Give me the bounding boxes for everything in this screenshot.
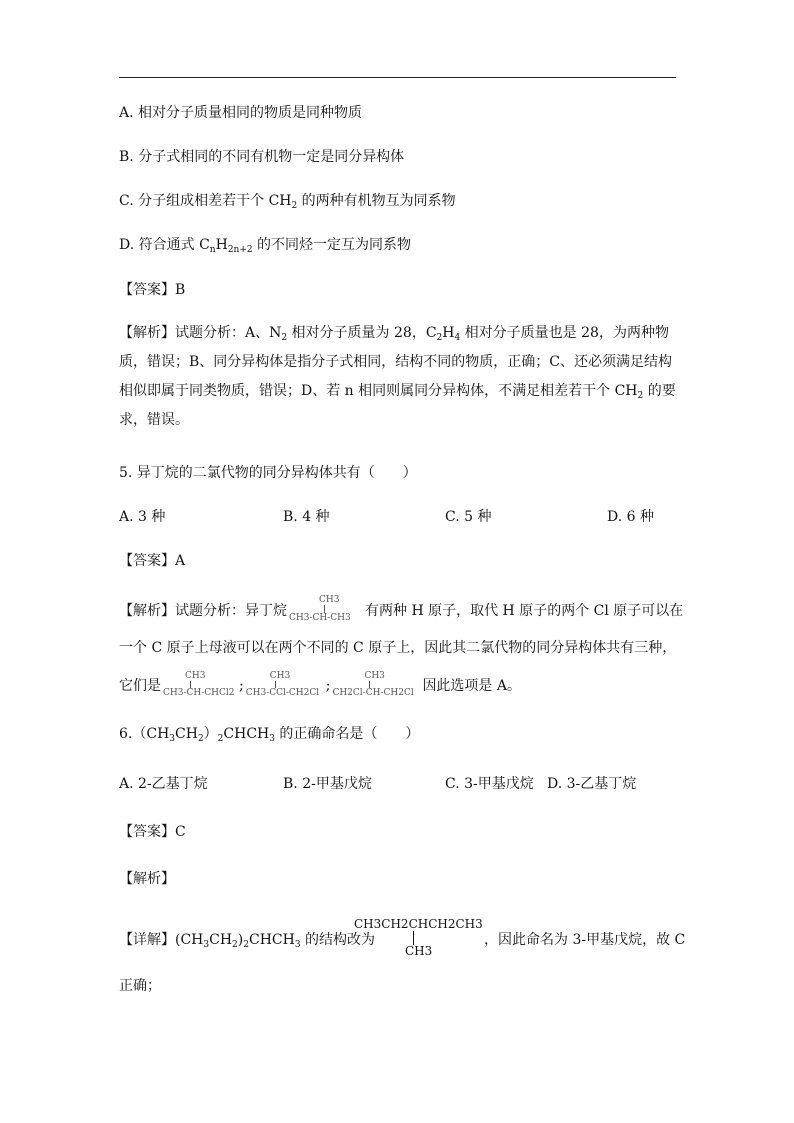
subscript: 3 (169, 734, 176, 744)
bond-line (190, 681, 191, 688)
q6-analysis-label: 【解析】 (119, 871, 175, 887)
text: 6.（CH (119, 726, 170, 742)
q4-option-d (119, 235, 411, 255)
subscript: n (209, 245, 216, 255)
text: ) (237, 932, 244, 948)
text: H (215, 237, 228, 253)
text: D. 符合通式 C (119, 237, 210, 253)
chain-label: CH3-CH-CH3 (289, 613, 351, 623)
text: 相对分子质量为 28，C (287, 325, 437, 341)
subscript: 2 (291, 201, 298, 211)
text: 相对分子质量也是 28，为两种物质，错误；B、同分异构体是指分子式相同，结构不同的物质，正确；C、还必须满足结构相似即属于同类物质，错误；D、若 n 相同则属同分异构体，不满足相差若干个 CH (119, 325, 672, 399)
subscript: 2n+2 (227, 245, 253, 255)
main-chain-label: CH3CH2CHCH2CH3 (354, 917, 483, 931)
q5-analysis-line1 (119, 595, 684, 624)
q5-option-c: C. 5 种 (445, 509, 492, 525)
text: 【解析】试题分析：A、N (119, 325, 282, 341)
text: 因此选项是 A。 (422, 678, 521, 694)
branch-label: CH3 (319, 595, 340, 605)
subscript: 3 (269, 734, 275, 744)
branch-label: CH3 (185, 671, 206, 681)
chain-label: CH2Cl-CH-CH2Cl (332, 688, 414, 698)
q5-analysis-line3 (119, 673, 521, 699)
text: 的两种有机物互为同系物 (297, 193, 456, 209)
methylpentane-structure (354, 917, 482, 961)
text: CHCH (223, 726, 270, 742)
chain-label: CH3-CH-CHCl2 (163, 688, 235, 698)
text: 的要求，错误。 (119, 383, 676, 428)
text: 有两种 H 原子，取代 H 原子的两个 Cl 原子可以在 (365, 603, 684, 619)
text: 的结构改为 (300, 932, 376, 948)
subscript: 2 (197, 734, 204, 744)
text: H (442, 325, 455, 341)
branch-label: CH3 (405, 944, 433, 958)
q4-analysis (119, 319, 676, 435)
separator: ; (239, 678, 244, 694)
text: 它们是 (119, 678, 161, 694)
q6-option-a: A. 2-乙基丁烷 (119, 776, 208, 792)
branch-label: CH3 (269, 671, 291, 681)
subscript: 2 (232, 940, 238, 950)
subscript: 4 (454, 333, 461, 343)
subscript: 2 (217, 734, 224, 744)
q6-option-b: B. 2-甲基戊烷 (283, 776, 372, 792)
chain-label: CH3-CCl-CH2Cl (245, 688, 320, 698)
subscript: 3 (203, 940, 210, 950)
bond-line (275, 681, 276, 688)
text: C. 分子组成相差若干个 CH (119, 193, 292, 209)
q5-stem: 5. 异丁烷的二氯代物的同分异构体共有（ ） (119, 465, 417, 481)
q6-option-d: D. 3-乙基丁烷 (547, 776, 637, 792)
separator: ; (325, 678, 331, 694)
q6-detail-continuation: ，因此命名为 3-甲基戊烷，故 C (484, 932, 686, 948)
subscript: 2 (243, 940, 249, 950)
q5-answer: 【答案】A (119, 553, 186, 569)
q6-option-c: C. 3-甲基戊烷 (445, 776, 534, 792)
subscript: 2 (637, 391, 644, 401)
header-rule (119, 77, 676, 78)
bond-line (369, 681, 370, 688)
q6-detail-end: 正确； (119, 978, 161, 994)
q4-option-a: A. 相对分子质量相同的物质是同种物质 (119, 105, 363, 121)
q4-answer: 【答案】B (119, 282, 186, 298)
bond-line (324, 605, 325, 613)
subscript: 2 (436, 333, 443, 343)
text: CHCH (248, 932, 295, 948)
text: 的不同烃一定互为同系物 (252, 237, 412, 253)
dichloro-structure-2 (244, 673, 326, 699)
dichloro-structure-3 (330, 673, 422, 699)
text: CH (175, 726, 198, 742)
q5-option-d: D. 6 种 (607, 509, 654, 525)
text: 的正确命名是（ ） (274, 726, 420, 742)
subscript: 3 (294, 940, 301, 950)
text: 【详解】(CH (119, 932, 204, 948)
branch-label: CH3 (364, 671, 385, 681)
isobutane-structure (287, 595, 365, 624)
text: ） (203, 726, 218, 742)
bond-line (413, 931, 414, 945)
q4-option-c (119, 191, 456, 211)
subscript: 2 (281, 333, 288, 343)
q5-option-b: B. 4 种 (283, 509, 330, 525)
q6-stem (119, 724, 419, 744)
q5-option-a: A. 3 种 (119, 509, 166, 525)
q6-detail-line (119, 930, 375, 950)
text: 【解析】试题分析：异丁烷 (119, 603, 287, 619)
q4-option-b: B. 分子式相同的不同有机物一定是同分异构体 (119, 149, 405, 165)
q6-answer: 【答案】C (119, 824, 186, 840)
q5-analysis-line2: 一个 C 原子上母液可以在两个不同的 C 原子上，因此其二氯代物的同分异构体共有三种， (119, 640, 677, 656)
dichloro-structure-1 (161, 673, 239, 699)
text: CH (209, 932, 233, 948)
